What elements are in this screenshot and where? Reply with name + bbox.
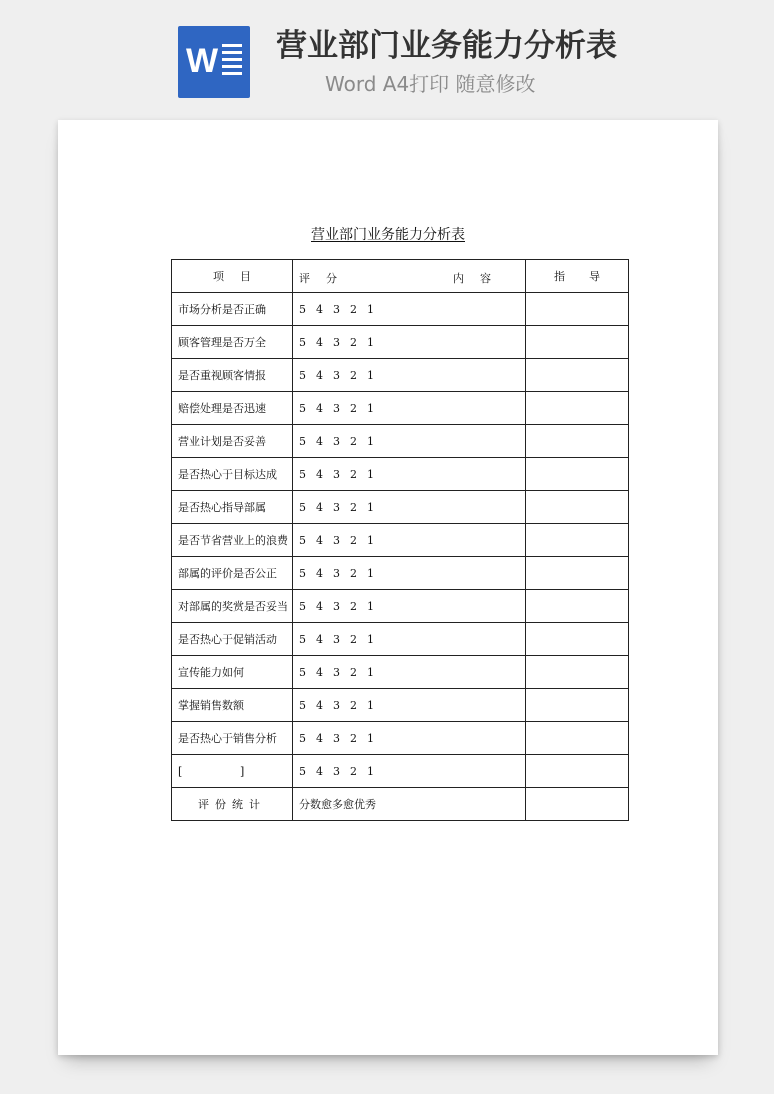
analysis-table: [171, 259, 629, 821]
score-cell: [293, 557, 526, 590]
score-cell: [293, 755, 526, 788]
header-guide: 指导: [526, 260, 629, 293]
score-cell: [293, 656, 526, 689]
score-value: 3: [333, 731, 340, 745]
score-value: 5: [299, 599, 306, 613]
guide-cell[interactable]: [526, 524, 629, 557]
item-label: 市场分析是否正确: [172, 293, 293, 326]
score-value: 3: [333, 665, 340, 679]
score-cell: [293, 623, 526, 656]
item-label: 是否热心于促销活动: [172, 623, 293, 656]
table-row: [172, 623, 629, 656]
score-value: 4: [316, 368, 323, 382]
score-value: 1: [367, 335, 374, 349]
score-value: 1: [367, 665, 374, 679]
word-logo-icon: [178, 26, 250, 98]
score-cell: [293, 689, 526, 722]
guide-cell[interactable]: [526, 359, 629, 392]
score-value: 1: [367, 368, 374, 382]
guide-cell[interactable]: [526, 722, 629, 755]
score-value: 4: [316, 467, 323, 481]
guide-cell[interactable]: [526, 689, 629, 722]
header-score-content: [293, 260, 526, 293]
document-page: [58, 120, 718, 1055]
score-cell: [293, 293, 526, 326]
score-value: 2: [350, 731, 357, 745]
bracket-right: ]: [240, 765, 245, 778]
score-value: 3: [333, 533, 340, 547]
table-row: [172, 458, 629, 491]
score-value: 5: [299, 533, 306, 547]
analysis-table-body: [172, 260, 629, 821]
item-label: 是否重视顾客情报: [172, 359, 293, 392]
score-value: 3: [333, 467, 340, 481]
score-value: 1: [367, 599, 374, 613]
guide-cell[interactable]: [526, 623, 629, 656]
table-row: [172, 359, 629, 392]
table-row: [172, 326, 629, 359]
score-value: 4: [316, 434, 323, 448]
score-value: 1: [367, 698, 374, 712]
score-value: 1: [367, 533, 374, 547]
table-row: [172, 689, 629, 722]
item-label: 是否节省营业上的浪费: [172, 524, 293, 557]
banner: [0, 0, 774, 118]
score-value: 5: [299, 632, 306, 646]
score-value: 4: [316, 698, 323, 712]
item-label: 掌握销售数额: [172, 689, 293, 722]
score-value: 4: [316, 731, 323, 745]
item-label: 是否热心于销售分析: [172, 722, 293, 755]
score-value: 5: [299, 764, 306, 778]
table-row: [172, 491, 629, 524]
score-cell: [293, 524, 526, 557]
word-logo-letter: W: [186, 42, 219, 80]
score-value: 3: [333, 401, 340, 415]
guide-cell[interactable]: [526, 755, 629, 788]
score-value: 4: [316, 302, 323, 316]
score-value: 2: [350, 599, 357, 613]
score-value: 4: [316, 665, 323, 679]
document-title: 营业部门业务能力分析表: [311, 227, 465, 243]
custom-item-cell[interactable]: [172, 755, 293, 788]
table-header-row: [172, 260, 629, 293]
score-value: 5: [299, 665, 306, 679]
score-value: 3: [333, 434, 340, 448]
score-cell: [293, 491, 526, 524]
score-value: 2: [350, 302, 357, 316]
banner-subtitle: Word A4打印 随意修改: [325, 72, 536, 96]
score-value: 3: [333, 566, 340, 580]
score-value: 1: [367, 566, 374, 580]
score-value: 3: [333, 632, 340, 646]
score-value: 1: [367, 731, 374, 745]
score-value: 4: [316, 764, 323, 778]
score-value: 5: [299, 731, 306, 745]
score-value: 1: [367, 434, 374, 448]
score-value: 4: [316, 566, 323, 580]
score-value: 5: [299, 698, 306, 712]
score-value: 5: [299, 566, 306, 580]
score-value: 1: [367, 401, 374, 415]
score-value: 3: [333, 599, 340, 613]
item-label: 赔偿处理是否迅速: [172, 392, 293, 425]
guide-cell[interactable]: [526, 590, 629, 623]
score-cell: [293, 425, 526, 458]
table-row: [172, 656, 629, 689]
score-cell: [293, 590, 526, 623]
table-row: [172, 524, 629, 557]
bracket-left: [: [178, 765, 183, 778]
score-value: 2: [350, 368, 357, 382]
score-value: 5: [299, 368, 306, 382]
item-label: 顾客管理是否万全: [172, 326, 293, 359]
score-value: 1: [367, 632, 374, 646]
score-value: 1: [367, 467, 374, 481]
score-value: 5: [299, 500, 306, 514]
table-row: [172, 557, 629, 590]
guide-cell[interactable]: [526, 392, 629, 425]
item-label: 营业计划是否妥善: [172, 425, 293, 458]
score-value: 1: [367, 500, 374, 514]
score-value: 5: [299, 434, 306, 448]
score-value: 2: [350, 632, 357, 646]
score-value: 4: [316, 632, 323, 646]
score-value: 2: [350, 434, 357, 448]
score-cell: [293, 722, 526, 755]
score-value: 3: [333, 764, 340, 778]
score-value: 5: [299, 302, 306, 316]
score-value: 5: [299, 467, 306, 481]
score-value: 1: [367, 302, 374, 316]
total-label: 评份统计: [172, 788, 293, 821]
score-value: 3: [333, 698, 340, 712]
item-label: 部属的评价是否公正: [172, 557, 293, 590]
score-cell: [293, 458, 526, 491]
score-value: 1: [367, 764, 374, 778]
score-value: 5: [299, 401, 306, 415]
score-cell: [293, 359, 526, 392]
score-value: 3: [333, 302, 340, 316]
table-row: [172, 590, 629, 623]
total-row: [172, 788, 629, 821]
score-value: 2: [350, 500, 357, 514]
score-value: 3: [333, 500, 340, 514]
score-value: 4: [316, 500, 323, 514]
header-content: 内容: [453, 272, 507, 285]
word-logo-lines: [222, 44, 242, 79]
score-value: 2: [350, 401, 357, 415]
guide-cell[interactable]: [526, 326, 629, 359]
item-label: 宣传能力如何: [172, 656, 293, 689]
header-score: 评分: [299, 272, 353, 285]
guide-cell[interactable]: [526, 293, 629, 326]
score-value: 2: [350, 566, 357, 580]
total-note: 分数愈多愈优秀: [293, 788, 526, 821]
score-value: 2: [350, 698, 357, 712]
score-cell: [293, 326, 526, 359]
score-value: 4: [316, 533, 323, 547]
score-cell: [293, 392, 526, 425]
score-value: 2: [350, 467, 357, 481]
score-value: 4: [316, 599, 323, 613]
table-row: [172, 392, 629, 425]
score-value: 2: [350, 665, 357, 679]
guide-cell[interactable]: [526, 557, 629, 590]
guide-cell[interactable]: [526, 425, 629, 458]
score-value: 2: [350, 533, 357, 547]
item-label: 是否热心于目标达成: [172, 458, 293, 491]
score-value: 3: [333, 335, 340, 349]
table-row: [172, 293, 629, 326]
score-value: 2: [350, 335, 357, 349]
score-value: 3: [333, 368, 340, 382]
table-row: [172, 722, 629, 755]
score-value: 5: [299, 335, 306, 349]
guide-cell[interactable]: [526, 458, 629, 491]
guide-cell[interactable]: [526, 656, 629, 689]
banner-title: 营业部门业务能力分析表: [276, 28, 617, 64]
item-label: 对部属的奖赏是否妥当: [172, 590, 293, 623]
table-row-custom: [172, 755, 629, 788]
guide-cell[interactable]: [526, 491, 629, 524]
item-label: 是否热心指导部属: [172, 491, 293, 524]
score-value: 2: [350, 764, 357, 778]
total-guide-cell[interactable]: [526, 788, 629, 821]
header-item: 项目: [172, 260, 293, 293]
score-value: 4: [316, 401, 323, 415]
score-value: 4: [316, 335, 323, 349]
table-row: [172, 425, 629, 458]
